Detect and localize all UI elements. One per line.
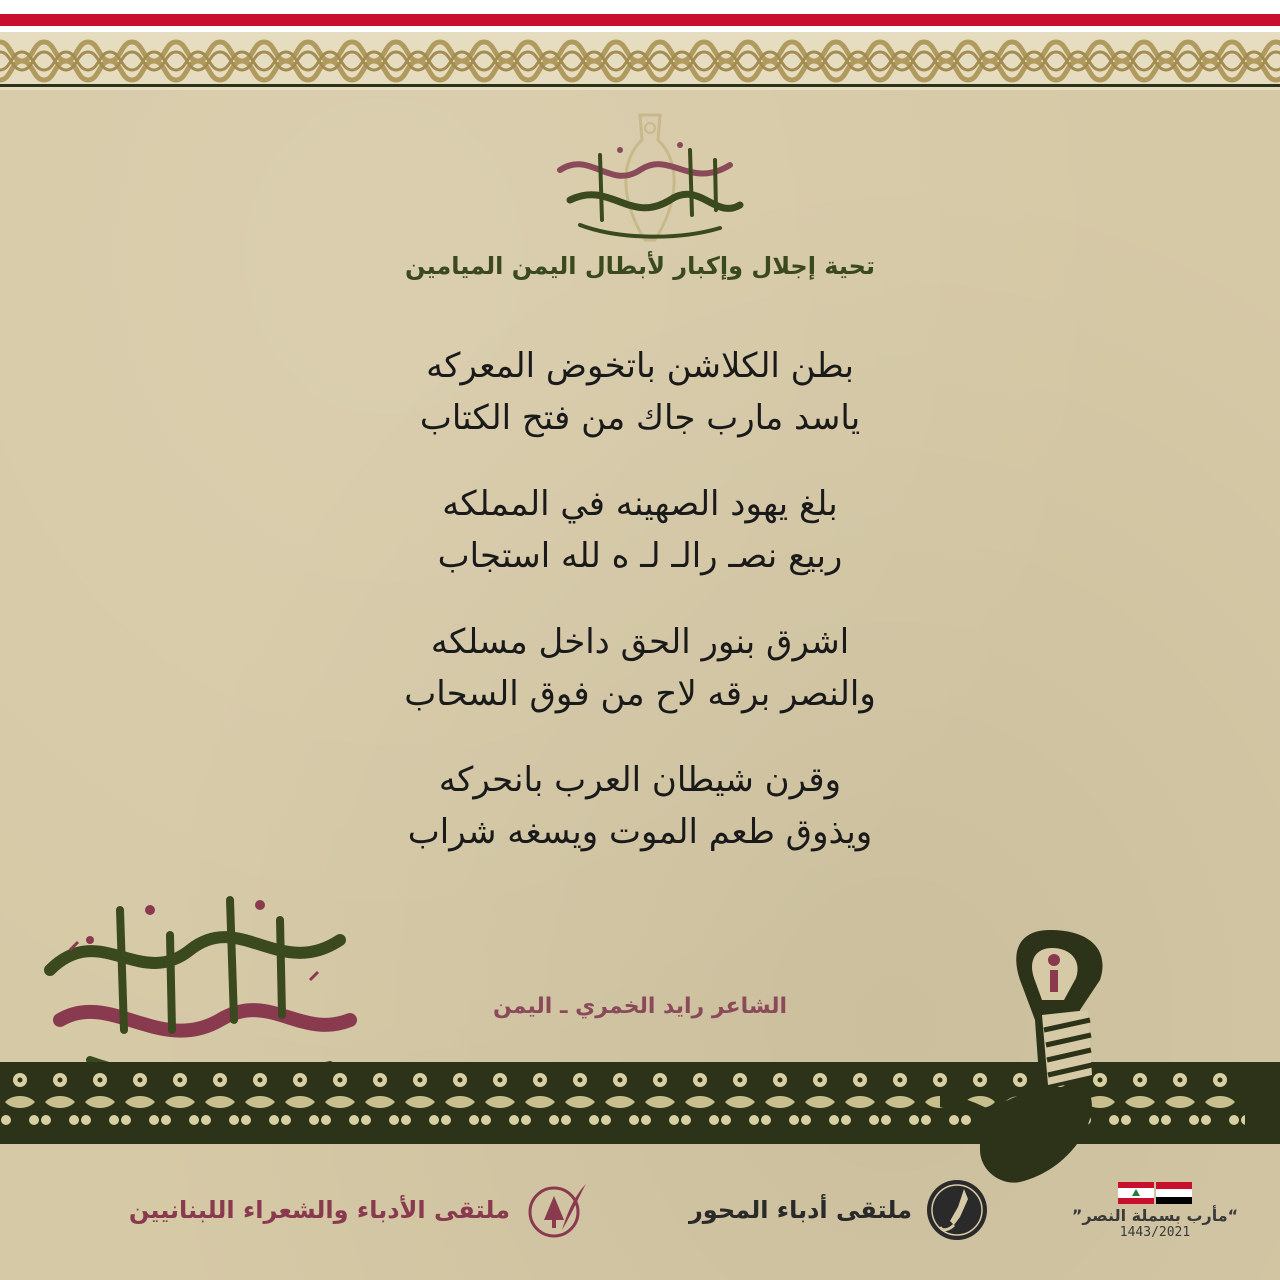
poem-line: ربيع نصـ رالـ لـ ه لله استجاب <box>437 536 843 576</box>
poem-line: والنصر برقه لاح من فوق السحاب <box>404 674 876 714</box>
poem-line: بلغ يهود الصهينه في المملكه <box>442 484 838 524</box>
campaign-date: 1443/2021 <box>1119 1225 1191 1240</box>
dagger-seal-icon <box>924 1177 990 1243</box>
poem-line: بطن الكلاشن باتخوض المعركه <box>426 346 854 386</box>
lebanese-forum-credit <box>110 1180 590 1240</box>
poem-line: ويذوق طعم الموت ويسغه شراب <box>407 812 873 852</box>
header-tagline: تحية إجلال وإكبار لأبطال اليمن الميامين <box>405 252 875 280</box>
header-calligraphy-logo <box>540 110 760 260</box>
poem-stanza <box>300 340 980 444</box>
axis-forum-label: ملتقى أدباء المحور <box>688 1196 912 1224</box>
axis-forum-credit <box>670 1180 990 1240</box>
poem <box>300 340 980 892</box>
poem-stanza <box>300 478 980 582</box>
yemen-flag-icon <box>1156 1182 1192 1204</box>
campaign-title: “مأرب بسملة النصر” <box>1071 1206 1239 1225</box>
quill-cedar-icon <box>524 1180 590 1240</box>
poet-credit: الشاعر رايد الخمري ـ اليمن <box>492 994 788 1019</box>
top-knot-border <box>0 32 1280 90</box>
campaign-brand <box>1055 1182 1255 1252</box>
jambiya-dagger-icon <box>940 920 1120 1190</box>
lebanese-forum-label: ملتقى الأدباء والشعراء اللبنانيين <box>128 1196 510 1224</box>
poem-stanza <box>300 754 980 858</box>
lebanon-flag-icon <box>1118 1182 1154 1204</box>
poem-line: وقرن شيطان العرب بانحركه <box>438 760 842 800</box>
poem-stanza <box>300 616 980 720</box>
poem-line: اشرق بنور الحق داخل مسلكه <box>430 622 850 662</box>
flags <box>1055 1182 1255 1204</box>
poem-line: ياسد مارب جاك من فتح الكتاب <box>419 398 861 438</box>
top-flag-stripe <box>0 0 1280 32</box>
